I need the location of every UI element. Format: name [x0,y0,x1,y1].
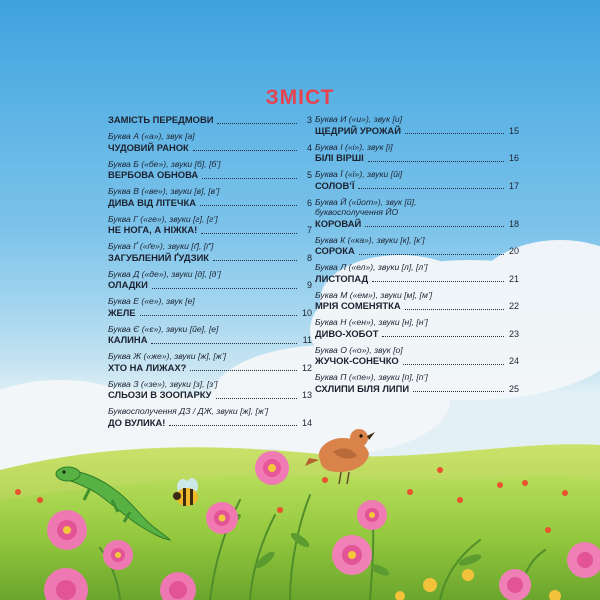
toc-entry[interactable] [315,290,519,313]
toc-title: БІЛІ ВІРШІ [315,152,364,163]
leader-dots [202,178,297,179]
toc-page: 15 [508,125,519,136]
toc-entry[interactable] [108,131,312,154]
toc-entry[interactable] [108,379,312,402]
toc-title: МРІЯ СОМЕНЯТКА [315,300,401,311]
toc-page: 23 [508,328,519,339]
toc-entry[interactable] [315,142,519,165]
toc-title: ОЛАДКИ [108,279,148,290]
leader-dots [403,364,504,365]
toc-title: ДИВА ВІД ЛІТЕЧКА [108,196,196,208]
leader-dots [152,288,297,289]
toc-subtitle-line2: буквосполучення ЙО [315,207,399,217]
toc-subtitle: Буква Г («ге»), звуки [г], [г’] [108,213,218,224]
toc-subtitle: Буква Б («бе»), звуки [б], [б’] [108,158,221,169]
toc-subtitle: Буквосполучення ДЗ / ДЖ, звуки [ж], [ж’] [108,406,269,416]
toc-entry[interactable] [315,235,519,258]
toc-subtitle: Буква І («і»), звук [і] [315,141,393,152]
toc-subtitle: Буква Е («е»), звук [е] [108,296,195,306]
toc-page: 6 [306,197,312,208]
leader-dots [190,370,297,371]
toc-page: 3 [306,115,312,125]
toc-title: ЗАГУБЛЕНИЙ ҐУДЗИК [108,251,210,263]
toc-entry[interactable] [315,197,519,231]
toc-page: 16 [508,153,519,163]
toc-title: ДИВО-ХОБОТ [315,327,379,339]
toc-page: 18 [508,218,519,229]
toc-entry[interactable] [315,317,519,340]
toc-title: ХТО НА ЛИЖАХ? [108,361,187,373]
toc-right-column [315,114,519,395]
page-title: ЗМІСТ [265,86,335,109]
toc-page: 14 [301,417,312,428]
toc-subtitle: Буква О («о»), звук [о] [315,344,403,355]
toc-title: КОРОВАЙ [315,217,362,229]
toc-entry[interactable] [315,372,519,395]
toc-title: НЕ НОГА, А НІЖКА! [108,224,198,235]
toc-subtitle: Буква Ґ («ґе»), звуки [ґ], [ґ’] [108,241,214,251]
toc-left-column [108,114,312,429]
toc-subtitle: Буква В («ве»), звуки [в], [в’] [108,186,220,196]
toc-title: СХЛИПИ БІЛЯ ЛИПИ [315,382,410,394]
toc-page: 12 [301,362,312,373]
toc-title: ЖЕЛЕ [108,306,136,318]
leader-dots [169,425,297,426]
leader-dots [372,281,504,282]
toc-entry[interactable] [108,269,312,292]
toc-entry[interactable] [108,214,312,237]
toc-subtitle: Буква К («ка»), звуки [к], [к’] [315,234,425,245]
toc-subtitle: Буква З («зе»), звуки [з], [з’] [108,378,218,389]
toc-title: ЛИСТОПАД [315,272,369,284]
toc-page: 5 [306,170,312,180]
toc-page: 22 [508,301,519,311]
toc-title: СОРОКА [315,245,355,256]
toc-page: 24 [508,356,519,366]
toc-page: 17 [508,180,519,191]
toc-entry[interactable] [315,345,519,368]
toc-title: ЧУДОВИЙ РАНОК [108,141,189,153]
toc-page: 9 [306,280,312,290]
toc-entry[interactable] [108,186,312,209]
leader-dots [213,260,297,261]
toc-page: 8 [306,252,312,263]
leader-dots [358,188,504,189]
leader-dots [382,336,504,337]
toc-subtitle: Буква Є («є»), звуки [йе], [е] [108,323,219,334]
leader-dots [151,343,297,344]
leader-dots [217,123,297,124]
toc-title: ВЕРБОВА ОБНОВА [108,169,199,180]
toc-page: 25 [508,383,519,394]
toc-title: ЗАМІСТЬ ПЕРЕДМОВИ [108,114,214,125]
leader-dots [359,254,504,255]
leader-dots [405,309,504,310]
leader-dots [201,233,297,234]
toc-page: 21 [508,273,519,284]
leader-dots [405,133,504,134]
leader-dots [140,315,297,316]
toc-subtitle: Буква Ж («же»), звуки [ж], [ж’] [108,351,227,361]
toc-page: 11 [302,335,312,345]
leader-dots [413,391,504,392]
toc-page: 10 [301,307,312,318]
toc-entry[interactable] [108,324,312,347]
toc-entry[interactable] [108,241,312,264]
toc-entry[interactable] [108,406,312,429]
toc-subtitle: Буква Д («де»), звуки [д], [д’] [108,268,221,279]
toc-title: ДО ВУЛИКА! [108,416,166,428]
toc-subtitle: Буква Й («йот»), звук [й], [315,196,417,207]
toc-entry[interactable] [108,159,312,182]
toc-page: 13 [301,390,312,400]
toc-subtitle: Буква Ї («ї»), звуки [йі] [315,169,403,179]
toc-page: 7 [306,225,312,235]
toc-entry[interactable] [108,114,312,127]
leader-dots [365,226,504,227]
toc-title: КАЛИНА [108,334,148,345]
toc-subtitle: Буква А («а»), звук [а] [108,131,195,141]
toc-subtitle: Буква М («ем»), звуки [м], [м’] [315,289,433,300]
toc-title: ЖУЧОК-СОНЕЧКО [315,355,399,366]
toc-subtitle: Буква И («и»), звук [и] [315,114,403,124]
leader-dots [368,161,504,162]
toc-page: 4 [306,142,312,153]
toc-page: 20 [508,246,519,256]
toc-title: СЛЬОЗИ В ЗООПАРКУ [108,389,212,400]
toc-entry[interactable] [315,262,519,285]
toc-subtitle: Буква Н («ен»), звуки [н], [н’] [315,317,428,327]
leader-dots [216,398,298,399]
toc-entry[interactable] [108,351,312,374]
toc-title: ЩЕДРИЙ УРОЖАЙ [315,124,401,136]
leader-dots [200,205,297,206]
leader-dots [193,150,297,151]
toc-entry[interactable] [315,169,519,192]
toc-entry[interactable] [108,296,312,319]
toc-subtitle: Буква П («пе»), звуки [п], [п’] [315,372,428,382]
toc-title: СОЛОВ’Ї [315,179,355,191]
toc-subtitle: Буква Л («ел»), звуки [л], [л’] [315,262,428,272]
toc-entry[interactable] [315,114,519,137]
